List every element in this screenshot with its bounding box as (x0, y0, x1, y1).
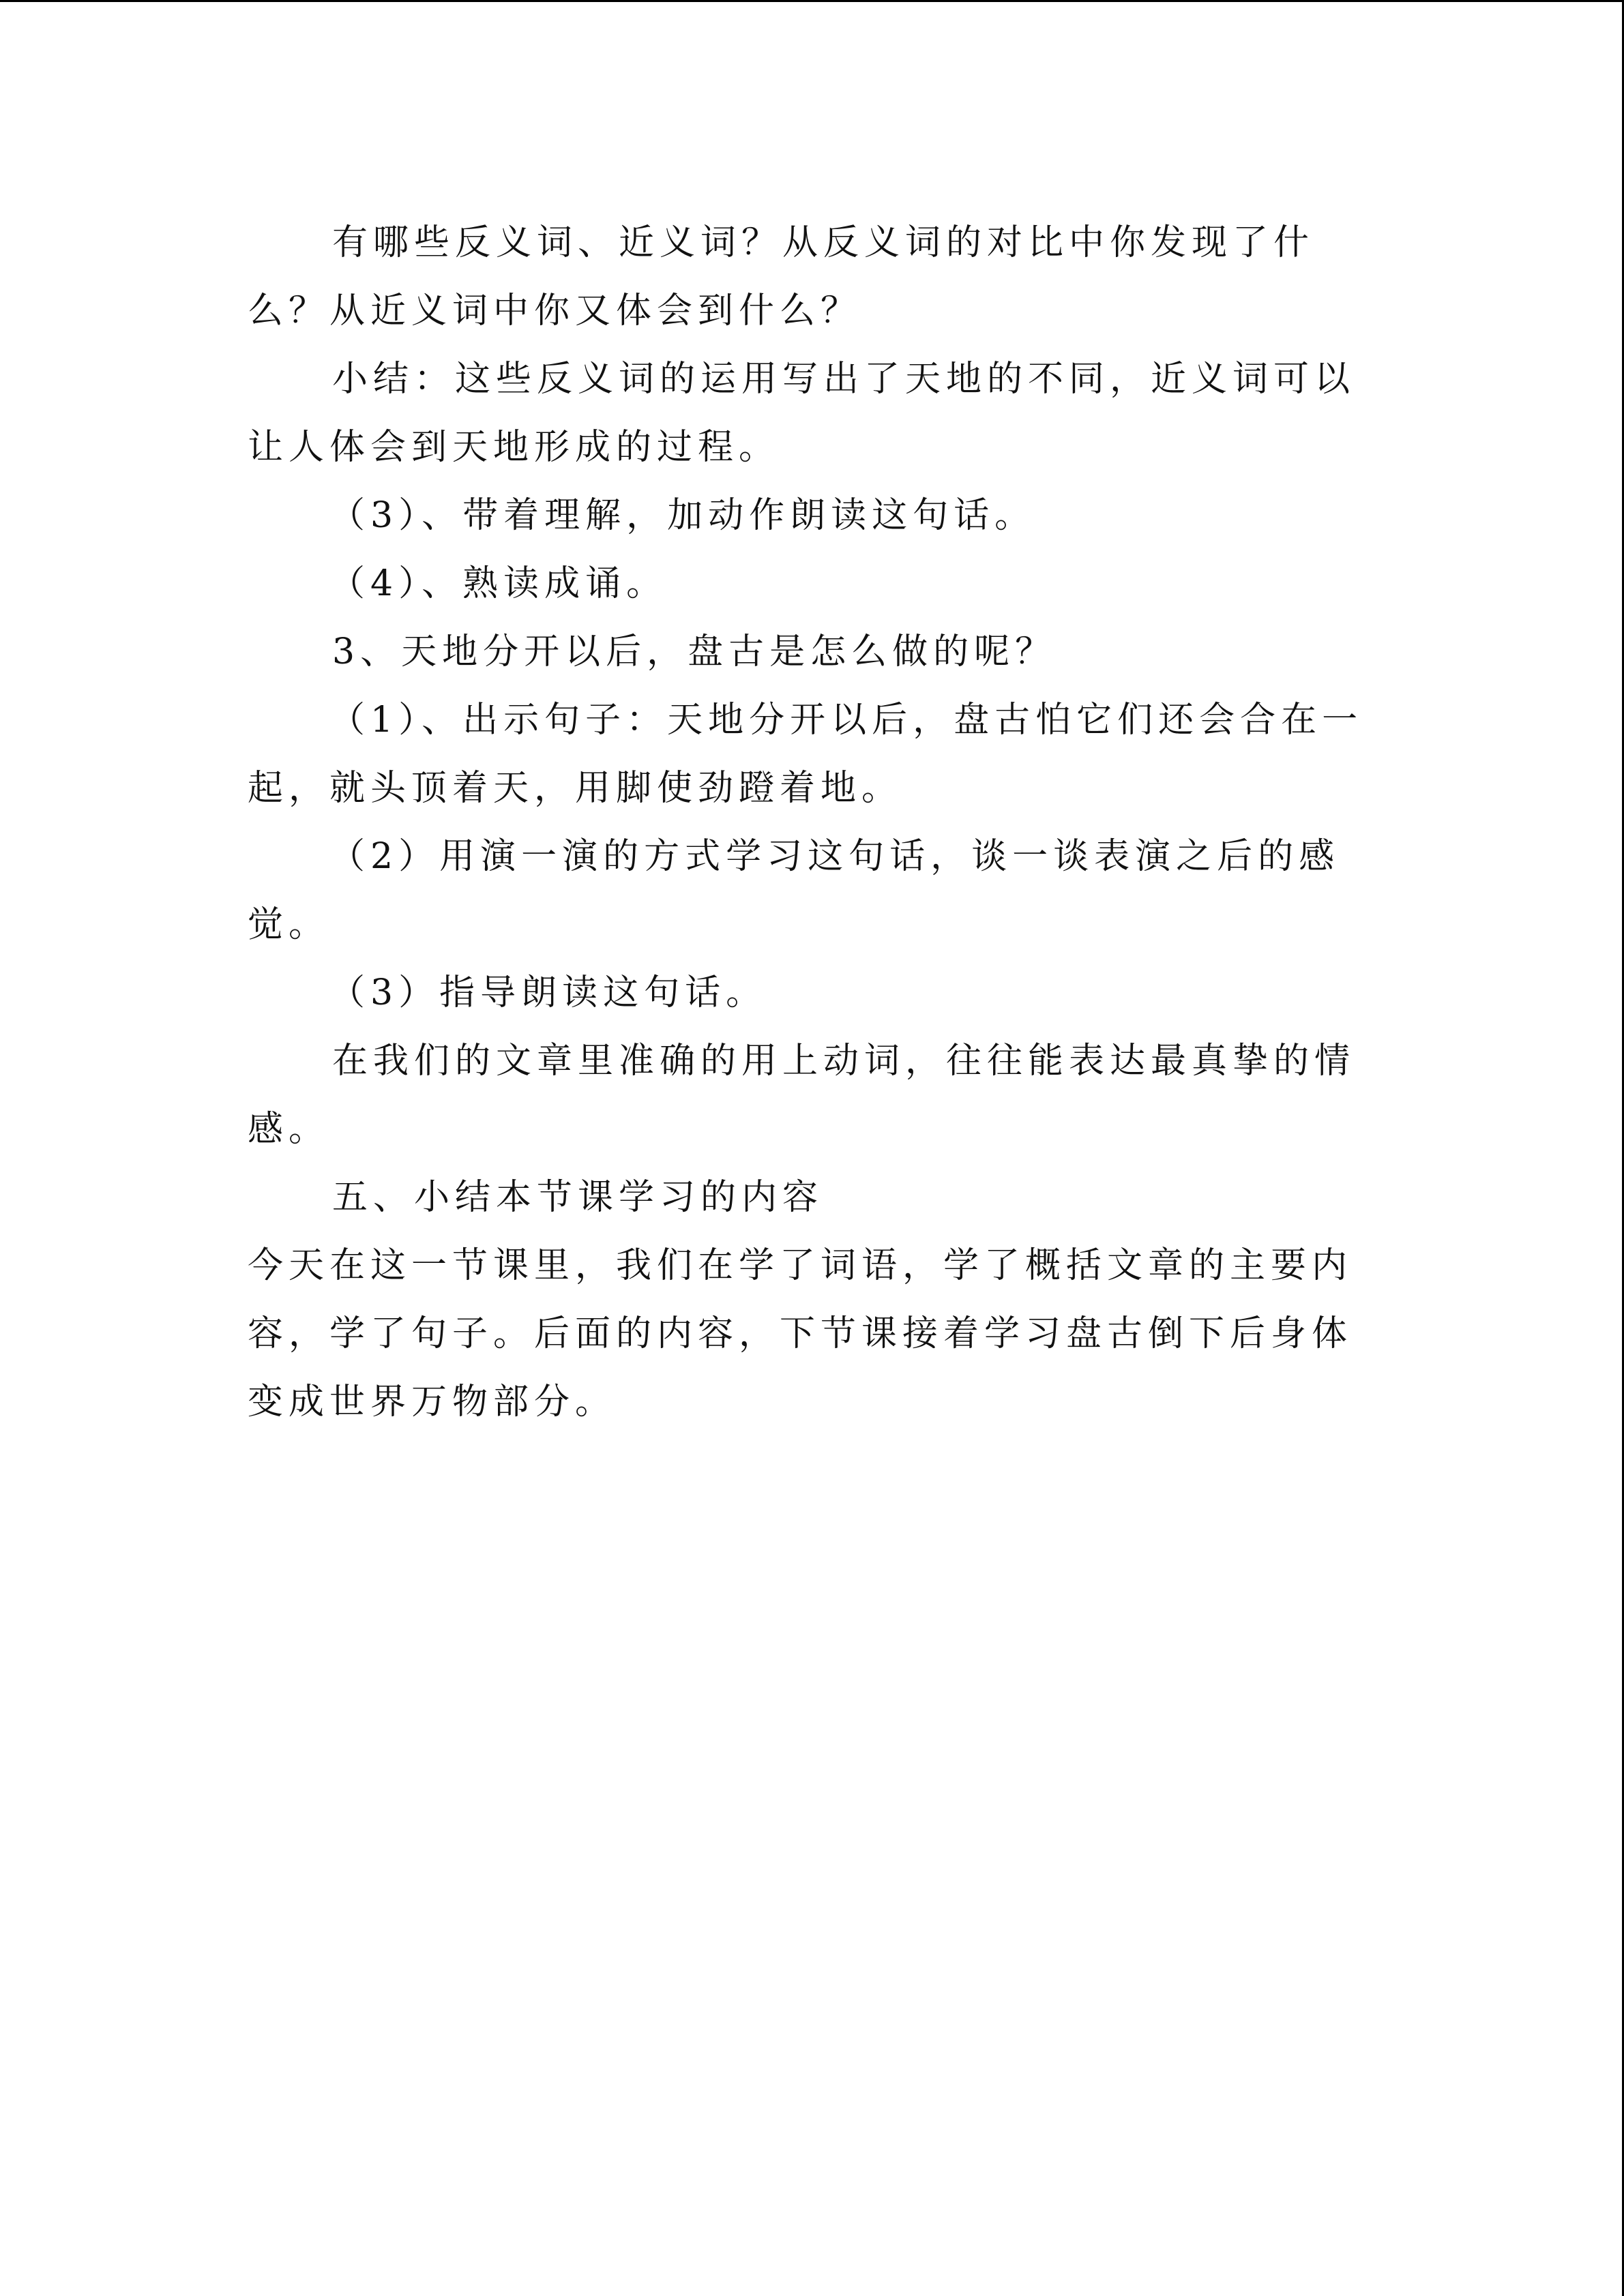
paragraph: （4）、熟读成诵。 (329, 563, 668, 604)
paragraph: （1）、出示句子：天地分开以后，盘古怕它们还会合在一起，就头顶着天，用脚使劲蹬着地。 (248, 700, 1363, 809)
paragraph: 有哪些反义词、近义词？从反义词的对比中你发现了什么？从近义词中你又体会到什么？ (248, 222, 1315, 331)
paragraph: （3）、带着理解，加动作朗读这句话。 (329, 495, 1036, 536)
paragraph: （2）用演一演的方式学习这句话，谈一谈表演之后的感觉。 (248, 836, 1340, 945)
paragraph: 小结：这些反义词的运用写出了天地的不同，近义词可以让人体会到天地形成的过程。 (248, 359, 1356, 468)
document-body (248, 209, 1380, 1436)
paragraph: 3、天地分开以后，盘古是怎么做的呢？ (332, 631, 1057, 672)
paragraph: （3）指导朗读这句话。 (329, 972, 767, 1013)
section-heading: 五、小结本节课学习的内容 (332, 1177, 824, 1218)
paragraph: 今天在这一节课里，我们在学了词语，学了概括文章的主要内容，学了句子。后面的内容，下节课接着学习盘古倒下后身体变成世界万物部分。 (248, 1245, 1353, 1422)
paragraph: 在我们的文章里准确的用上动词，往往能表达最真挚的情感。 (248, 1041, 1356, 1150)
